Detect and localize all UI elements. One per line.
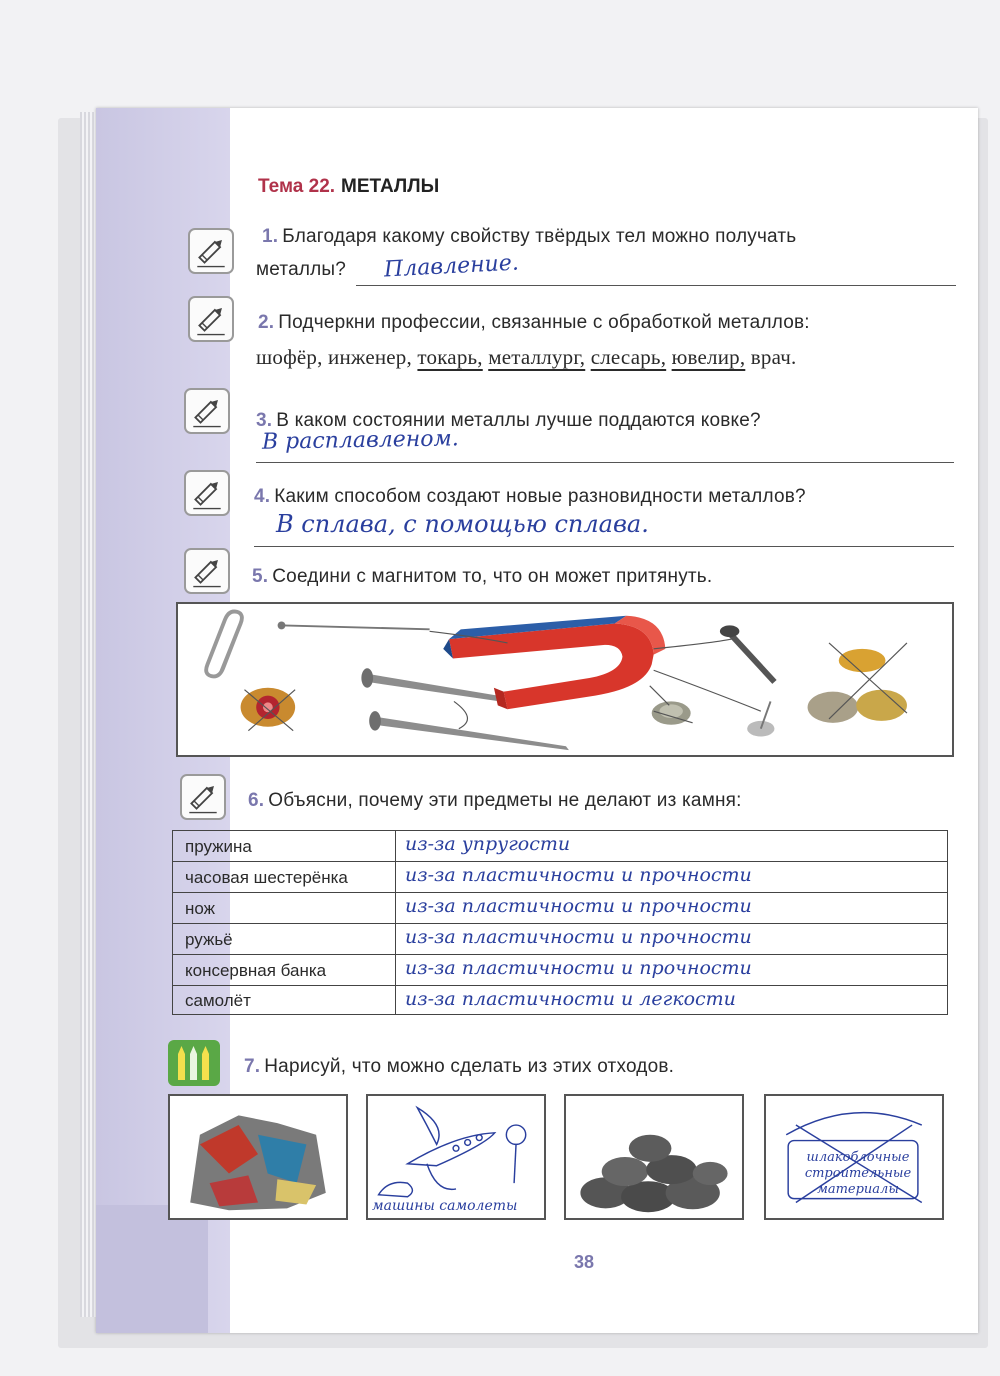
table-answer-handwritten: из-за пластичности и прочности [405, 926, 752, 948]
question-3-number: 3. [256, 410, 273, 431]
table-answer-handwritten: из-за упругости [405, 833, 571, 855]
answer-line-3 [256, 462, 954, 463]
question-2-text: Подчеркни профессии, связанные с обработкой металлов: [278, 312, 810, 333]
pencil-icon [188, 296, 234, 342]
thumbtack-icon [747, 701, 774, 736]
nails-icon [361, 668, 569, 750]
question-4-text: Каким способом создают новые разновидности металлов? [274, 486, 806, 507]
topic-name: МЕТАЛЛЫ [341, 176, 440, 197]
profession-word-underlined: ювелир, [671, 345, 746, 369]
question-7-number: 7. [244, 1056, 261, 1077]
profession-word: шофёр, [256, 345, 323, 369]
question-1-line-1 [262, 226, 796, 248]
table-answer-handwritten: из-за пластичности и прочности [405, 895, 752, 917]
pencil-icon [188, 228, 234, 274]
answer-line-1 [356, 285, 956, 286]
pencil-icon [184, 548, 230, 594]
question-7-text: Нарисуй, что можно сделать из этих отходов. [264, 1056, 675, 1077]
table-row [173, 986, 947, 1016]
question-6-text: Объясни, почему эти предметы не делают из камня: [268, 790, 742, 811]
pencil-icon [184, 470, 230, 516]
table-item-name: консервная банка [185, 961, 327, 980]
table-answer-handwritten: из-за пластичности и прочности [405, 864, 752, 886]
magnet-exercise-picture [176, 602, 954, 757]
profession-word-underlined: слесарь, [590, 345, 667, 369]
question-5-text: Соедини с магнитом то, что он может притянуть. [272, 566, 713, 587]
answer-3-handwritten: В расплавленом. [261, 426, 459, 455]
table-item-name: часовая шестерёнка [185, 868, 348, 887]
table-answer-handwritten: из-за пластичности и легкости [405, 988, 736, 1010]
profession-word: врач. [750, 345, 797, 369]
profession-word-underlined: металлург, [488, 345, 586, 369]
table-item-name: пружина [185, 837, 252, 856]
question-2-line-1 [258, 312, 810, 334]
page-number: 38 [574, 1252, 595, 1272]
question-5-number: 5. [252, 566, 269, 587]
question-3-text: В каком состоянии металлы лучше поддаются ковке? [276, 410, 761, 431]
question-6-line [248, 790, 742, 812]
profession-word: инженер, [328, 345, 412, 369]
question-1-line-2: металлы? [256, 259, 347, 280]
screw-icon [720, 625, 775, 682]
answer-1-handwritten: Плавление. [383, 250, 520, 283]
question-1-text: Благодаря какому свойству твёрдых тел можно получать [282, 226, 797, 247]
table-row [173, 893, 947, 924]
colored-pencils-icon [168, 1040, 220, 1086]
answer-line-4 [254, 546, 954, 547]
slag-stones-picture [564, 1094, 744, 1220]
drawing-building-materials [764, 1094, 944, 1220]
question-5-line [252, 566, 712, 588]
scrap-tin-picture [168, 1094, 348, 1220]
question-4-line [254, 486, 806, 508]
drawing-planes-cars [366, 1094, 546, 1220]
table-answer-handwritten: из-за пластичности и прочности [405, 957, 752, 979]
table-row [173, 831, 947, 862]
question-2-number: 2. [258, 312, 275, 333]
table-item-name: ружьё [185, 930, 233, 949]
profession-word-underlined: токарь, [417, 345, 483, 369]
question-6-number: 6. [248, 790, 265, 811]
page-title [258, 176, 439, 198]
pencil-icon [180, 774, 226, 820]
question-7-line [244, 1056, 674, 1078]
table-row [173, 862, 947, 893]
question-1-number: 1. [262, 226, 279, 247]
professions-list [256, 345, 796, 370]
materials-table [172, 830, 948, 1015]
question-4-number: 4. [254, 486, 271, 507]
table-item-name: нож [185, 899, 216, 918]
side-strip-bottom [96, 1205, 208, 1333]
table-row [173, 924, 947, 955]
metal-button-icon [652, 701, 691, 724]
drawing-caption-handwritten: шлакоблочные строительные материалы [804, 1150, 912, 1197]
coins-icon [808, 649, 907, 723]
answer-4-handwritten: В сплава, с помощью сплава. [276, 510, 649, 538]
paper-clip-icon [206, 611, 242, 676]
drawing-caption-handwritten: машины самолеты [372, 1198, 518, 1214]
table-row [173, 955, 947, 986]
pencil-icon [184, 388, 230, 434]
table-item-name: самолёт [185, 991, 251, 1010]
topic-number: Тема 22. [258, 176, 336, 197]
pin-icon [278, 622, 430, 630]
